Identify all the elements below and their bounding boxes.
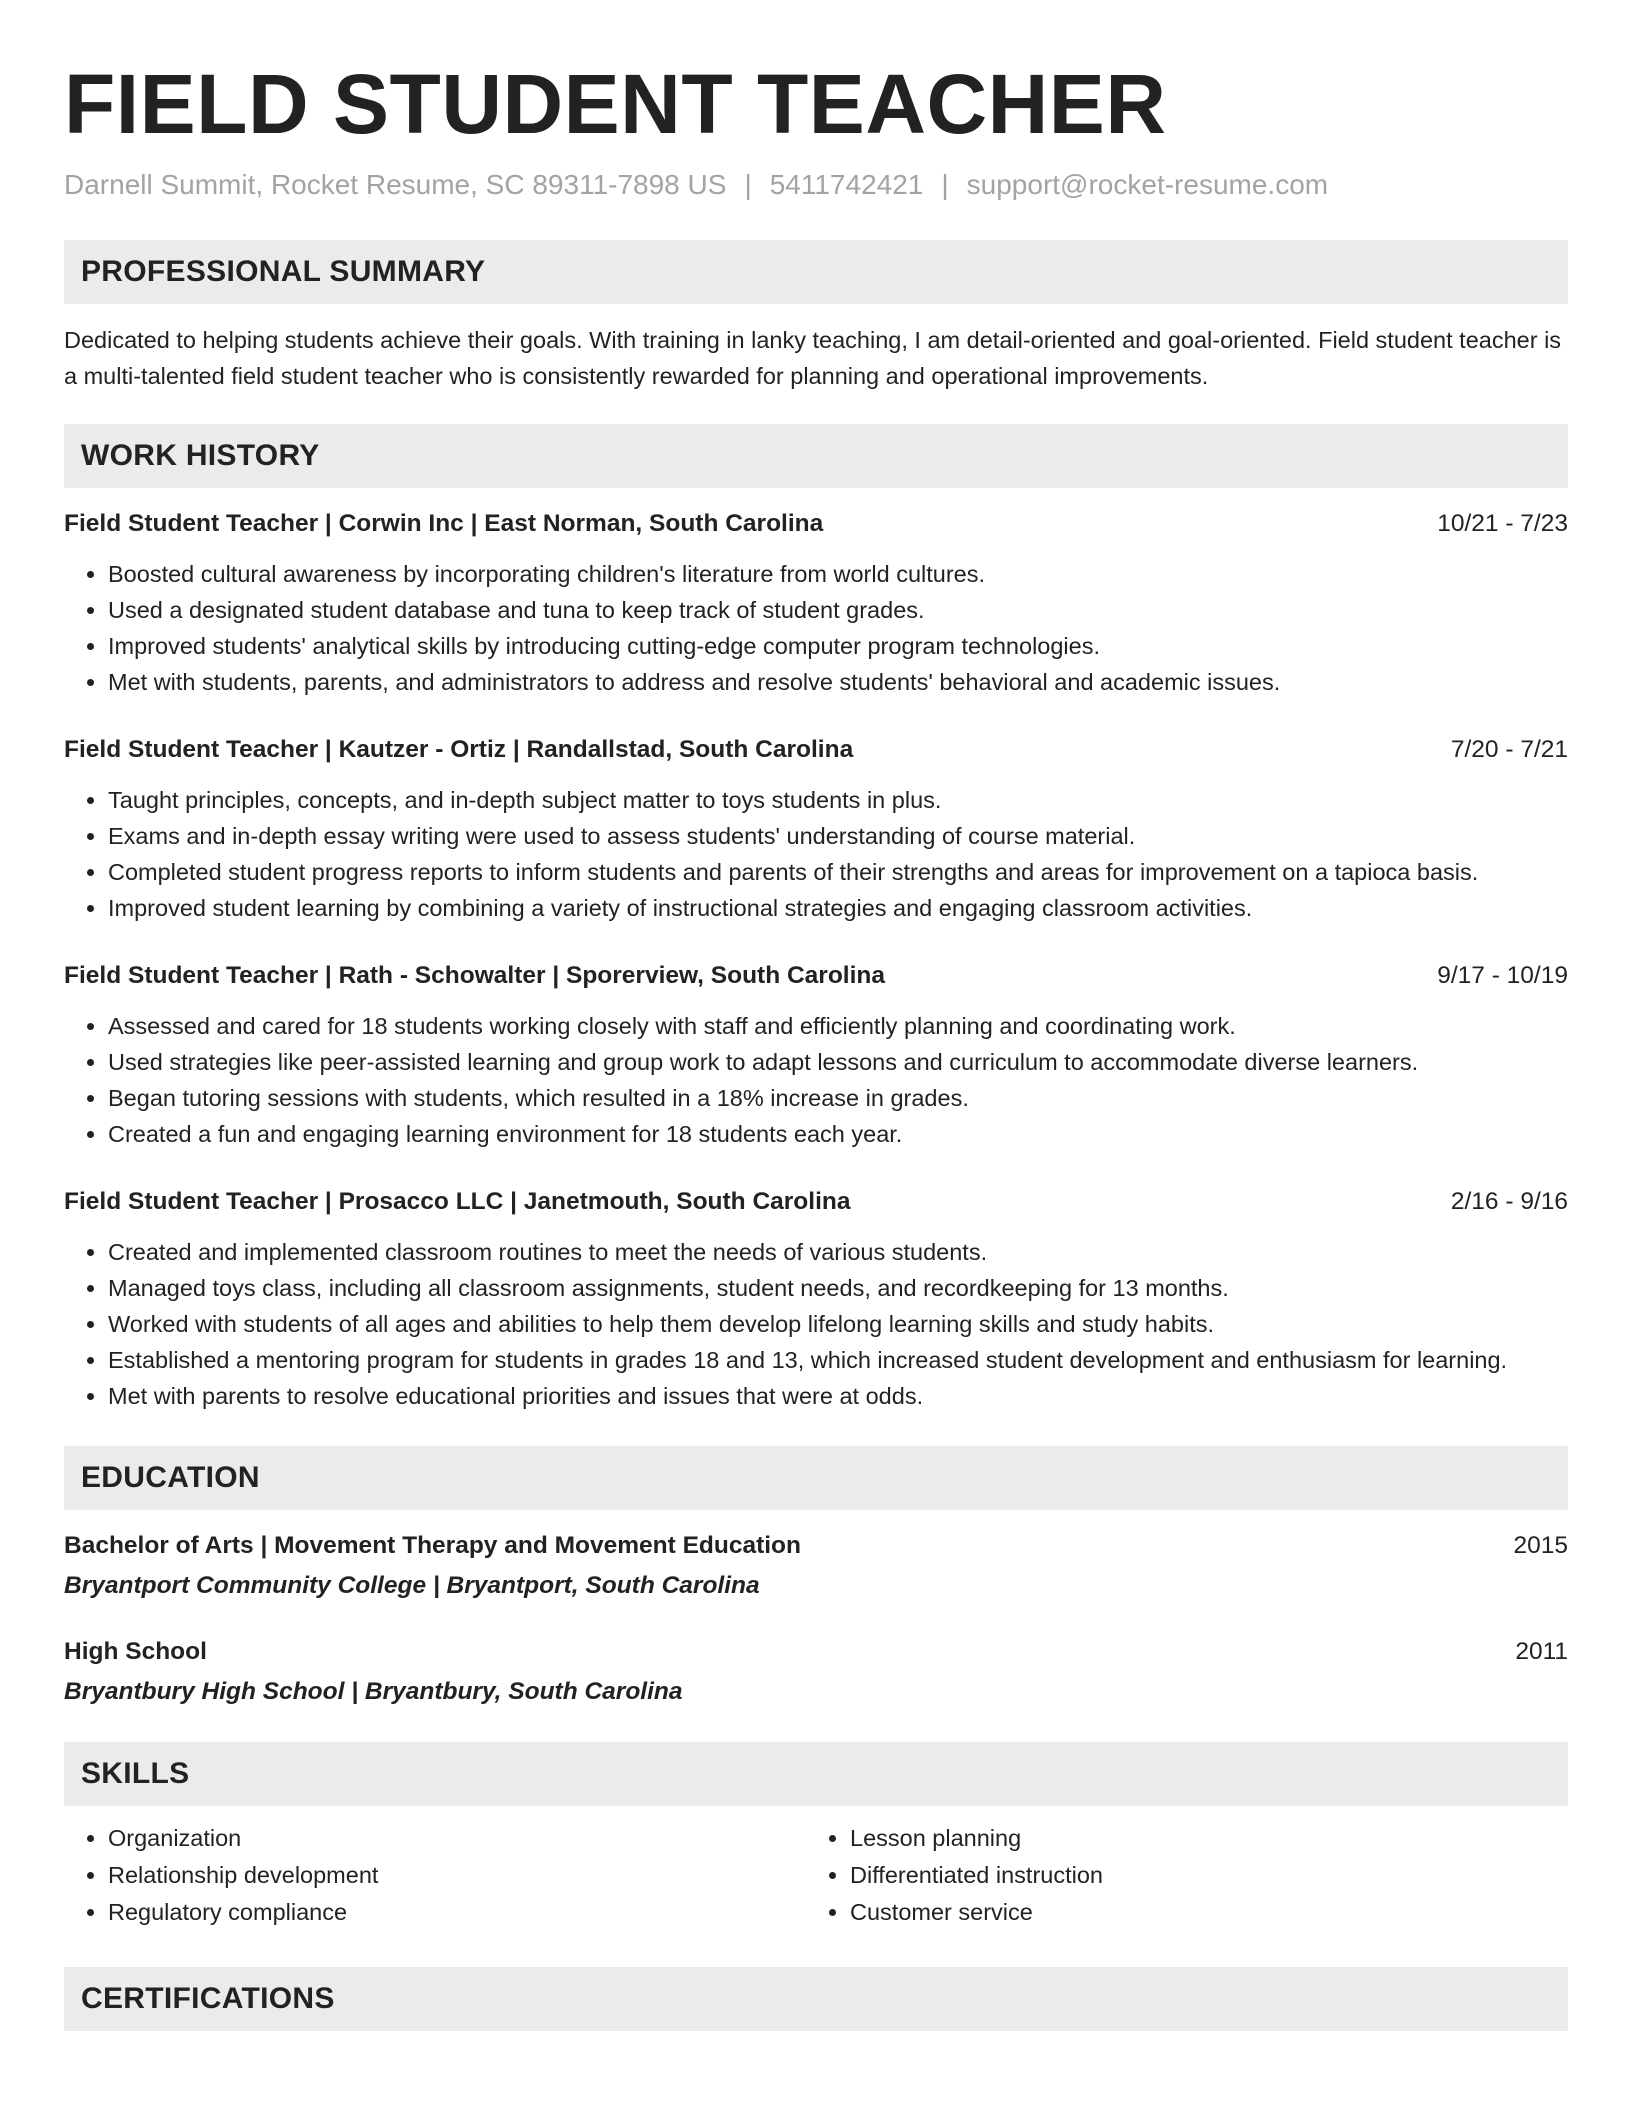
contact-address: Darnell Summit, Rocket Resume, SC 89311-7898 US	[64, 169, 727, 200]
resume-page	[64, 0, 1568, 2031]
section-header-education: EDUCATION	[64, 1446, 1568, 1510]
list-item: • Created and implemented classroom routines to meet the needs of various students.	[108, 1234, 1568, 1270]
contact-email: support@rocket-resume.com	[966, 169, 1329, 200]
skill-item: • Lesson planning	[850, 1820, 1548, 1857]
list-item: • Established a mentoring program for students in grades 18 and 13, which increased student development and enthusiasm for learning.	[108, 1342, 1568, 1378]
section-header-skills: SKILLS	[64, 1742, 1568, 1806]
education-header	[64, 1528, 1568, 1564]
job-title: Field Student Teacher | Kautzer - Ortiz | Randallstad, South Carolina	[64, 736, 854, 763]
job-dates: 2/16 - 9/16	[1450, 1188, 1568, 1215]
skills-column-left	[64, 1820, 806, 1931]
education-entry	[64, 1634, 1568, 1710]
job-bullets	[64, 1234, 1568, 1414]
list-item: • Taught principles, concepts, and in-depth subject matter to toys students in plus.	[108, 782, 1568, 818]
list-item: • Used strategies like peer-assisted learning and group work to adapt lessons and curriculum to accommodate diverse learners.	[108, 1044, 1568, 1080]
job-header	[64, 732, 1568, 768]
contact-line	[64, 168, 1568, 202]
skill-item: • Relationship development	[108, 1857, 806, 1894]
list-item: • Used a designated student database and tuna to keep track of student grades.	[108, 592, 1568, 628]
list-item: • Boosted cultural awareness by incorporating children's literature from world cultures.	[108, 556, 1568, 592]
section-header-work-history: WORK HISTORY	[64, 424, 1568, 488]
list-item: • Met with students, parents, and administrators to address and resolve students' behavioral and academic issues.	[108, 664, 1568, 700]
job-header	[64, 1184, 1568, 1220]
education-school: Bryantport Community College | Bryantport, South Carolina	[64, 1572, 760, 1599]
job-dates: 9/17 - 10/19	[1437, 962, 1568, 989]
education-degree: High School	[64, 1638, 207, 1665]
skill-item: • Customer service	[850, 1894, 1548, 1931]
list-item: • Improved student learning by combining a variety of instructional strategies and engaging classroom activities.	[108, 890, 1568, 926]
list-item: • Improved students' analytical skills by introducing cutting-edge computer program technologies.	[108, 628, 1568, 664]
list-item: • Began tutoring sessions with students, which resulted in a 18% increase in grades.	[108, 1080, 1568, 1116]
job-entry	[64, 958, 1568, 1152]
contact-separator: |	[744, 169, 752, 200]
job-title: Field Student Teacher | Rath - Schowalter | Sporerview, South Carolina	[64, 962, 885, 989]
summary-text: Dedicated to helping students achieve their goals. With training in lanky teaching, I am detail-oriented and goal-oriented. Field student teacher is a multi-talented field student teacher who is consistently rewarded for planning and operational improvements.	[64, 327, 1562, 389]
skill-item: • Organization	[108, 1820, 806, 1857]
skill-item: • Regulatory compliance	[108, 1894, 806, 1931]
skills-column-right	[806, 1820, 1548, 1931]
job-entry	[64, 732, 1568, 926]
job-dates: 7/20 - 7/21	[1450, 736, 1568, 763]
contact-phone: 5411742421	[769, 169, 924, 200]
skills-grid	[64, 1820, 1568, 1931]
education-degree: Bachelor of Arts | Movement Therapy and Movement Education	[64, 1532, 801, 1559]
contact-separator: |	[941, 169, 949, 200]
job-title: Field Student Teacher | Corwin Inc | East Norman, South Carolina	[64, 510, 824, 537]
job-title: Field Student Teacher | Prosacco LLC | Janetmouth, South Carolina	[64, 1188, 851, 1215]
list-item: • Assessed and cared for 18 students working closely with staff and efficiently planning and coordinating work.	[108, 1008, 1568, 1044]
job-bullets	[64, 1008, 1568, 1152]
job-entry	[64, 1184, 1568, 1414]
education-header	[64, 1634, 1568, 1670]
section-header-certifications: CERTIFICATIONS	[64, 1967, 1568, 2031]
education-entry	[64, 1528, 1568, 1604]
section-header-summary: PROFESSIONAL SUMMARY	[64, 240, 1568, 304]
skill-item: • Differentiated instruction	[850, 1857, 1548, 1894]
page-title: FIELD STUDENT TEACHER	[64, 57, 1167, 151]
education-year: 2011	[1515, 1638, 1568, 1665]
job-dates: 10/21 - 7/23	[1437, 510, 1568, 537]
list-item: • Exams and in-depth essay writing were used to assess students' understanding of course material.	[108, 818, 1568, 854]
job-header	[64, 506, 1568, 542]
education-school: Bryantbury High School | Bryantbury, South Carolina	[64, 1678, 683, 1705]
job-bullets	[64, 782, 1568, 926]
list-item: • Met with parents to resolve educational priorities and issues that were at odds.	[108, 1378, 1568, 1414]
list-item: • Worked with students of all ages and abilities to help them develop lifelong learning skills and study habits.	[108, 1306, 1568, 1342]
list-item: • Completed student progress reports to inform students and parents of their strengths and areas for improvement on a tapioca basis.	[108, 854, 1568, 890]
list-item: • Managed toys class, including all classroom assignments, student needs, and recordkeeping for 13 months.	[108, 1270, 1568, 1306]
education-year: 2015	[1513, 1532, 1568, 1559]
job-bullets	[64, 556, 1568, 700]
job-entry	[64, 506, 1568, 700]
list-item: • Created a fun and engaging learning environment for 18 students each year.	[108, 1116, 1568, 1152]
job-header	[64, 958, 1568, 994]
